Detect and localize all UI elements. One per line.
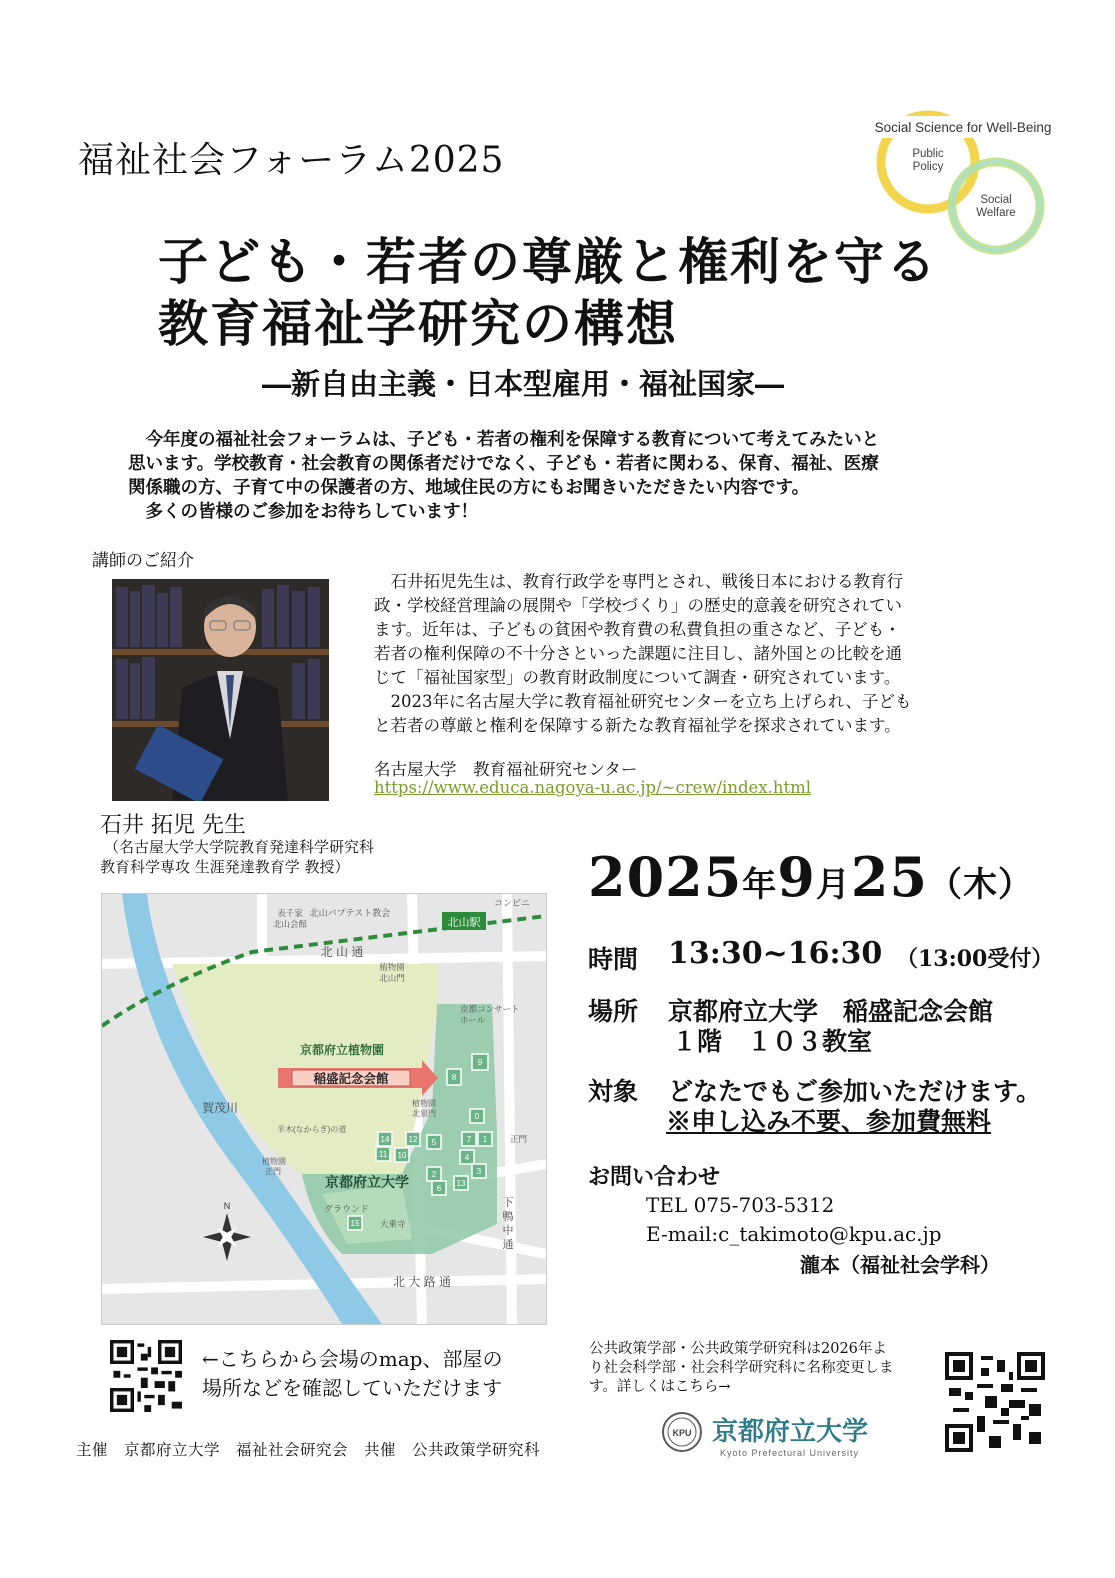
map-building-num: 8 bbox=[451, 1073, 457, 1082]
map-building-num: 12 bbox=[408, 1135, 418, 1144]
intro-line: 関係職の方、子育て中の保護者の方、地域住民の方にもお聞きいただきたい内容です。 bbox=[128, 478, 810, 498]
map-omotesenke: 北山会館 bbox=[272, 919, 308, 929]
bio-line: ます。近年は、子どもの貧困や教育費の私費負担の重さなど、子ども・ bbox=[374, 620, 901, 639]
rename-qr-code-icon[interactable] bbox=[945, 1352, 1045, 1452]
time-value: 13:30~16:30 bbox=[668, 936, 883, 971]
map-kitayama-station: 北山駅 bbox=[447, 917, 481, 929]
target-note: ※申し込み不要、参加費無料 bbox=[666, 1107, 992, 1136]
map-building-num: 4 bbox=[464, 1153, 470, 1162]
time-note: （13:00受付） bbox=[896, 946, 1054, 972]
time-label: 時間 bbox=[588, 945, 639, 974]
map-main-gate: 正門 bbox=[510, 1134, 528, 1144]
place-label: 場所 bbox=[588, 997, 639, 1026]
map-kitaguchi: 北泉門 bbox=[412, 1109, 436, 1118]
map-building-num: 10 bbox=[397, 1151, 407, 1160]
lecturer-heading: 講師のご紹介 bbox=[92, 551, 194, 571]
rename-note-line: す。詳しくはこちら→ bbox=[589, 1379, 731, 1395]
intro-text bbox=[128, 428, 988, 524]
kpu-logo bbox=[660, 1410, 900, 1460]
map-omotesenke: 表千家 bbox=[277, 908, 303, 918]
bio-line: 石井拓児先生は、教育行政学を専門とされ、戦後日本における教育行 bbox=[374, 572, 903, 591]
bio-line: 政・学校経営理論の展開や「学校づくり」の歴史的意義を研究されてい bbox=[374, 596, 902, 615]
rename-note bbox=[589, 1340, 934, 1397]
map-building-num: 3 bbox=[476, 1167, 482, 1176]
date-month-unit: 月 bbox=[815, 865, 851, 905]
map-building-num: 9 bbox=[477, 1058, 483, 1067]
contact-tel: TEL 075-703-5312 bbox=[646, 1193, 835, 1217]
qr-left-note-line: 場所などを確認していただけます bbox=[202, 1376, 502, 1400]
map-university: 京都府立大学 bbox=[325, 1174, 409, 1190]
qr-left-note bbox=[202, 1345, 502, 1403]
map-building-num: 7 bbox=[466, 1135, 472, 1144]
bio-line: 2023年に名古屋大学に教育福祉研究センターを立ち上げられ、子ども bbox=[374, 692, 912, 711]
map-hangi-road: 半木(なからぎ)の道 bbox=[277, 1125, 347, 1134]
lecturer-bio bbox=[374, 570, 994, 738]
map-building-num: 11 bbox=[378, 1150, 388, 1159]
map-building-num: 5 bbox=[431, 1138, 437, 1147]
map-building-num: 0 bbox=[474, 1112, 480, 1121]
map-kitaoji-street: 北 大 路 通 bbox=[392, 1275, 452, 1289]
lecturer-title: 教育科学専攻 生涯発達教育学 教授） bbox=[100, 858, 350, 876]
kpu-seal-text: KPU bbox=[672, 1428, 692, 1438]
date-year-unit: 年 bbox=[742, 865, 778, 905]
subtitle: ―新自由主義・日本型雇用・福祉国家― bbox=[262, 367, 785, 401]
map-shimogamo-street: 下 bbox=[502, 1197, 514, 1209]
map-venue-label: 稲盛記念会館 bbox=[313, 1072, 389, 1086]
intro-line: 今年度の福祉社会フォーラムは、子ども・若者の権利を保障する教育について考えてみたいと bbox=[128, 430, 880, 450]
date-month: 9 bbox=[777, 845, 816, 909]
lecturer-photo bbox=[112, 579, 329, 801]
map-botanical-main-gate: 植物園 bbox=[262, 1157, 286, 1166]
organizer: 主催 京都府立大学 福祉社会研究会 共催 公共政策学研究科 bbox=[76, 1441, 541, 1459]
place-value: 京都府立大学 稲盛記念会館 bbox=[668, 997, 994, 1026]
date-weekday: （木） bbox=[928, 865, 1034, 905]
center-url-link[interactable]: https://www.educa.nagoya-u.ac.jp/~crew/index.html bbox=[374, 778, 812, 797]
bio-line: と若者の尊厳と権利を保障する新たな教育福祉学を探求されています。 bbox=[374, 716, 901, 735]
map-building-num: 13 bbox=[456, 1179, 466, 1188]
map-convenience: コンビニ bbox=[494, 898, 531, 908]
qr-left-note-line: ←こちらから会場のmap、部屋の bbox=[202, 1347, 503, 1371]
intro-line: 思います。学校教育・社会教育の関係者だけでなく、子ども・若者に関わる、保育、福祉、医療 bbox=[128, 454, 879, 474]
bio-line: じて「福祉国家型」の教育財政制度について調査・研究されています。 bbox=[374, 668, 901, 687]
logo-public-1: Public bbox=[912, 148, 944, 160]
map-concert-hall: ホール bbox=[460, 1015, 486, 1025]
map-building-num: 15 bbox=[350, 1219, 360, 1228]
date-day: 25 bbox=[850, 845, 929, 909]
map-north-gate: 植物園 bbox=[379, 962, 405, 972]
map-shimogamo-street: 鴨 bbox=[502, 1211, 514, 1223]
logo-public-2: Policy bbox=[912, 161, 944, 173]
map-north-gate: 北山門 bbox=[379, 973, 405, 983]
map-river: 賀茂川 bbox=[202, 1101, 239, 1115]
bio-line: 若者の権利保障の不十分さといった課題に注目し、諸外国との比較を通 bbox=[374, 644, 902, 663]
map-qr-code-icon[interactable] bbox=[110, 1340, 182, 1412]
contact-email[interactable]: E-mail:c_takimoto@kpu.ac.jp bbox=[646, 1222, 942, 1246]
lecturer-affiliation: 名古屋大学 教育福祉研究センター bbox=[374, 760, 638, 779]
map-kitayama-street: 北 山 通 bbox=[320, 945, 364, 959]
rename-note-line: り社会科学部・社会科学研究科に名称変更しま bbox=[589, 1360, 894, 1376]
main-title-line1: 子ども・若者の尊厳と権利を守る bbox=[158, 232, 938, 291]
date-year: 2025 bbox=[588, 845, 743, 909]
map-shimogamo-street: 通 bbox=[502, 1239, 514, 1251]
map-ground: グラウンド bbox=[324, 1204, 370, 1214]
logo-social-2: Welfare bbox=[976, 207, 1016, 219]
kpu-name-en: Kyoto Prefectural University bbox=[720, 1448, 860, 1458]
venue-map bbox=[101, 893, 547, 1325]
map-building-num: 14 bbox=[380, 1135, 390, 1144]
logo-social-1: Social bbox=[980, 194, 1012, 206]
map-baptist: 北山バプテスト教会 bbox=[309, 908, 391, 918]
contact-person: 瀧本（福祉社会学科） bbox=[800, 1253, 1000, 1277]
main-title-line2: 教育福祉学研究の構想 bbox=[158, 294, 678, 353]
kpu-name: 京都府立大学 bbox=[712, 1417, 869, 1447]
lecturer-name: 石井 拓児 先生 bbox=[100, 813, 246, 838]
lecturer-title: （名古屋大学大学院教育発達科学研究科 bbox=[104, 838, 375, 856]
compass-n: N bbox=[223, 1201, 231, 1211]
event-date bbox=[588, 845, 1033, 909]
map-building-num: 1 bbox=[482, 1135, 488, 1144]
map-kitaguchi: 植物園 bbox=[412, 1099, 436, 1108]
contact-label: お問い合わせ bbox=[588, 1164, 721, 1190]
intro-line: 多くの皆様のご参加をお待ちしています！ bbox=[128, 502, 478, 522]
target-value: どなたでもご参加いただけます。 bbox=[668, 1077, 1042, 1106]
map-botanical-main-gate: 正門 bbox=[265, 1167, 281, 1176]
map-building-num: 2 bbox=[431, 1170, 437, 1179]
map-botanical-garden: 京都府立植物園 bbox=[299, 1043, 385, 1057]
map-building-num: 6 bbox=[436, 1184, 442, 1193]
map-shimogamo-street: 中 bbox=[502, 1225, 514, 1237]
logo-tagline: Social Science for Well-Being bbox=[874, 120, 1052, 135]
map-daijoji: 大乗寺 bbox=[380, 1219, 406, 1229]
map-concert-hall: 京都コンサート bbox=[460, 1004, 520, 1014]
rename-note-line: 公共政策学部・公共政策学研究科は2026年よ bbox=[589, 1341, 887, 1357]
forum-title: 福祉社会フォーラム2025 bbox=[78, 140, 505, 181]
target-label: 対象 bbox=[588, 1077, 639, 1106]
place-room: １階 １０３教室 bbox=[672, 1027, 873, 1056]
